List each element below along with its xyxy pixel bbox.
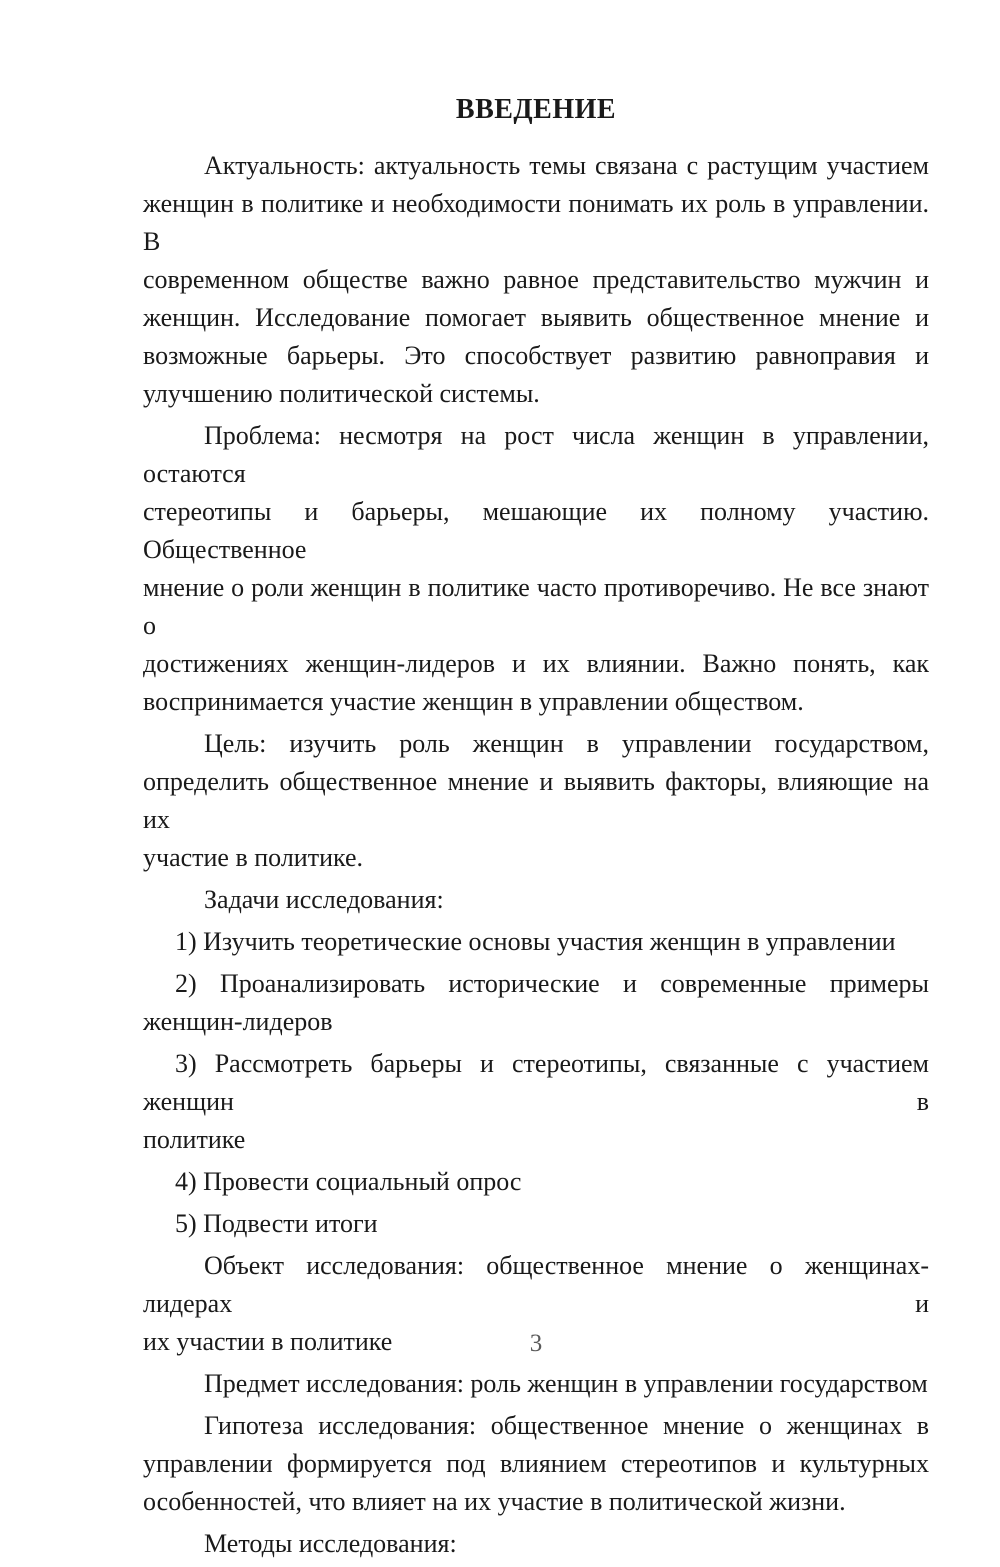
text-line: Актуальность: актуальность темы связана с растущим участием <box>204 151 929 180</box>
text-line: достижениях женщин-лидеров и их влиянии. Важно понять, как <box>143 649 929 678</box>
text-line: участие в политике. <box>143 843 364 872</box>
text-line: Объект исследования: общественное мнение о женщинах-лидерах и <box>143 1251 929 1318</box>
paragraph <box>143 1365 929 1403</box>
text-line: управлении формируется под влиянием стереотипов и культурных <box>143 1449 929 1478</box>
page-title: ВВЕДЕНИЕ <box>455 94 617 125</box>
text-line: современном обществе важно равное представительство мужчин и <box>143 265 929 294</box>
text-line: 2) Проанализировать исторические и современные примеры <box>175 969 929 998</box>
text-line: политике <box>143 1125 246 1154</box>
text-line: Методы исследования: <box>204 1529 457 1558</box>
text-line: Гипотеза исследования: общественное мнение о женщинах в <box>204 1411 929 1440</box>
paragraph <box>143 923 929 961</box>
paragraph <box>143 417 929 721</box>
text-line: возможные барьеры. Это способствует развитию равноправия и <box>143 341 929 370</box>
text-line: воспринимается участие женщин в управлении обществом. <box>143 687 804 716</box>
paragraph <box>143 725 929 877</box>
page-number: 3 <box>529 1330 543 1357</box>
text-line: Предмет исследования: роль женщин в управлении государством <box>204 1369 928 1398</box>
text-line: мнение о роли женщин в политике часто противоречиво. Не все знают о <box>143 573 929 640</box>
text-line: особенностей, что влияет на их участие в политической жизни. <box>143 1487 846 1516</box>
paragraph <box>143 147 929 413</box>
text-line: Проблема: несмотря на рост числа женщин в управлении, остаются <box>143 421 929 488</box>
text-line: их участии в политике <box>143 1327 393 1356</box>
paragraph <box>143 1525 929 1563</box>
text-line: женщин. Исследование помогает выявить общественное мнение и <box>143 303 929 332</box>
text-line: определить общественное мнение и выявить факторы, влияющие на их <box>143 767 929 834</box>
text-line: 1) Изучить теоретические основы участия женщин в управлении <box>175 927 896 956</box>
text-line: стереотипы и барьеры, мешающие их полному участию. Общественное <box>143 497 929 564</box>
paragraph <box>143 1163 929 1201</box>
text-line: женщин-лидеров <box>143 1007 333 1036</box>
text-line: Цель: изучить роль женщин в управлении государством, <box>204 729 929 758</box>
paragraph <box>143 965 929 1041</box>
text-line: женщин в политике и необходимости понимать их роль в управлении. В <box>143 189 929 256</box>
paragraph <box>143 1205 929 1243</box>
text-line: Задачи исследования: <box>204 885 444 914</box>
paragraph <box>143 881 929 919</box>
paragraph <box>143 1045 929 1159</box>
paragraph <box>143 1407 929 1521</box>
text-line: 5) Подвести итоги <box>175 1209 378 1238</box>
text-line: улучшению политической системы. <box>143 379 540 408</box>
text-line: 4) Провести социальный опрос <box>175 1167 522 1196</box>
text-line: 3) Рассмотреть барьеры и стереотипы, связанные с участием женщин в <box>143 1049 929 1116</box>
